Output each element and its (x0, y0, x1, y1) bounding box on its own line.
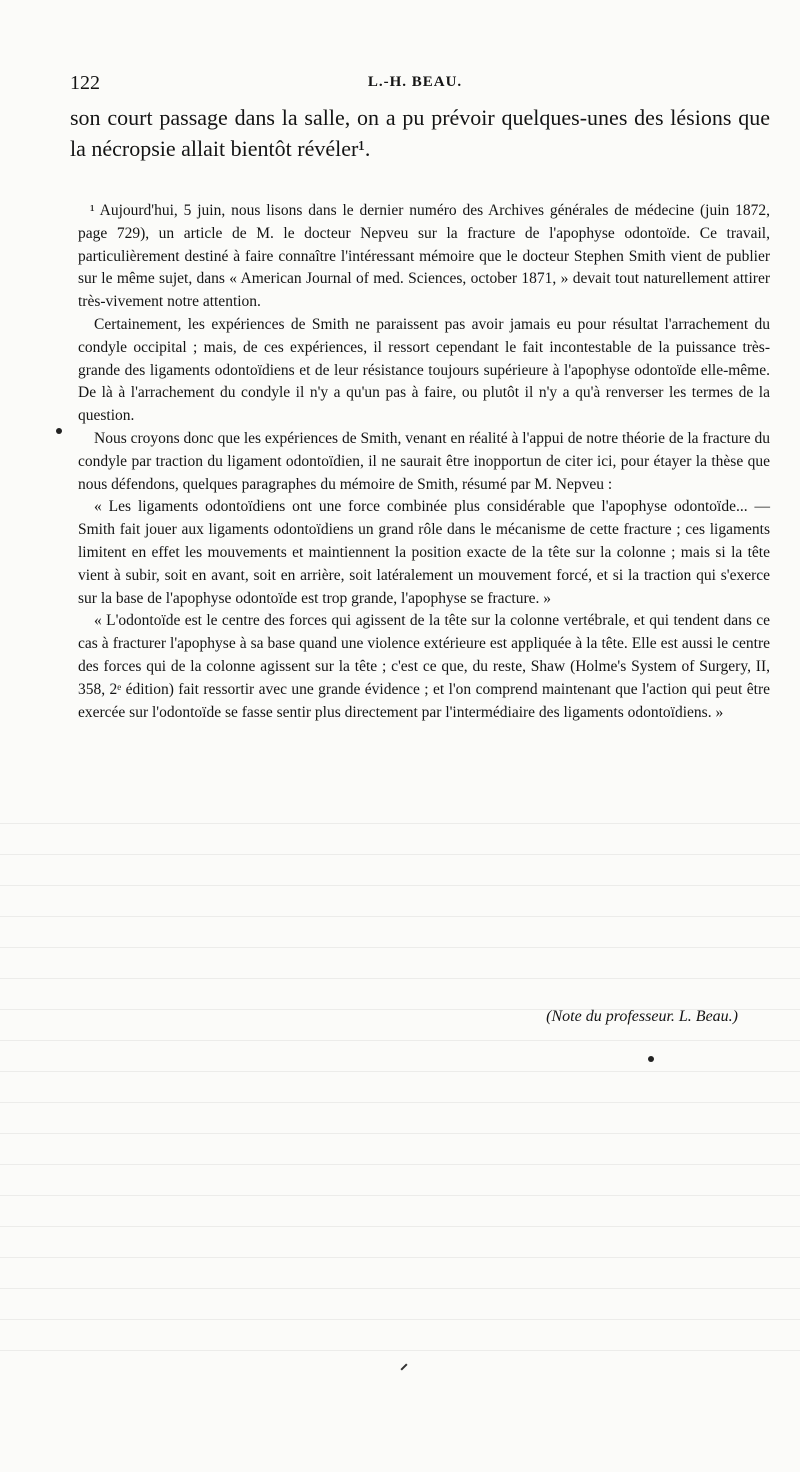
footnote-block (78, 200, 770, 724)
ink-mark (400, 1363, 407, 1370)
footnote-paragraph-2: Certainement, les expériences de Smith ne paraissent pas avoir jamais eu pour résultat l'arrachement du condyle occipital ; mais, de ces expériences, il ressort cependant le fait incontestable de la puissance très-grande des ligaments odontoïdiens et de leur résistance toujours supérieure à l'apophyse odontoïde elle-même. De là à l'arrachement du condyle il n'y a qu'un pas à faire, ou plutôt il n'y a qu'à renverser les termes de la question. (78, 315, 770, 425)
footnote-signature: (Note du professeur. L. Beau.) (546, 1008, 738, 1025)
footnote-paragraph-1: ¹ Aujourd'hui, 5 juin, nous lisons dans le dernier numéro des Archives générales de médecine (juin 1872, page 729), un article de M. le docteur Nepveu sur la fracture de l'apophyse odontoïde. Ce travail, particulièrement destiné à faire connaître l'intéressant mémoire que le docteur Stephen Smith vient de publier sur le même sujet, dans « American Journal of med. Sciences, october 1871, » devait tout naturellement attirer très-vivement notre attention. (78, 202, 770, 311)
ink-speck (56, 428, 62, 434)
ink-speck (648, 1056, 654, 1062)
main-text (70, 102, 770, 164)
page-header (70, 72, 760, 98)
footnote-paragraph-4: « Les ligaments odontoïdiens ont une force combinée plus considérable que l'apophyse odontoïde... — Smith fait jouer aux ligaments odontoïdiens un grand rôle dans le mécanisme de cette fracture ; ces ligaments limitent en effet les mouvements et maintiennent la position exacte de la tête sur la colonne ; mais si la tête vient à subir, soit en avant, soit en arrière, soit latéralement un mouvement forcé, et si la traction qui s'exerce sur la base de l'apophyse odontoïde est trop grande, l'apophyse se fracture. » (78, 498, 770, 607)
page-number: 122 (70, 72, 100, 94)
footnote-paragraph-3: Nous croyons donc que les expériences de Smith, venant en réalité à l'appui de notre théorie de la fracture du condyle par traction du ligament odontoïdien, il ne saurait être inopportun de citer ici, pour étayer la thèse que nous défendons, quelques paragraphes du mémoire de Smith, résumé par M. Nepveu : (78, 429, 770, 493)
main-paragraph: son court passage dans la salle, on a pu prévoir quelques-unes des lésions que la nécropsie allait bientôt révéler¹. (70, 105, 770, 161)
footnote-paragraph-5: « L'odontoïde est le centre des forces qui agissent de la tête sur la colonne vertébrale, et qui tendent dans ce cas à fracturer l'apophyse à sa base quand une violence extérieure est appliquée à la tête. Elle est aussi le centre des forces qui de la colonne agissent sur la tête ; c'est ce que, du reste, Shaw (Holme's System of Surgery, II, 358, 2ᵉ édition) fait ressortir avec une grande évidence ; et l'on comprend maintenant que l'action qui peut être exercée sur l'odontoïde se fasse sentir plus directement par l'intermédiaire des ligaments odontoïdiens. » (78, 612, 770, 721)
running-head: L.-H. BEAU. (367, 74, 463, 90)
